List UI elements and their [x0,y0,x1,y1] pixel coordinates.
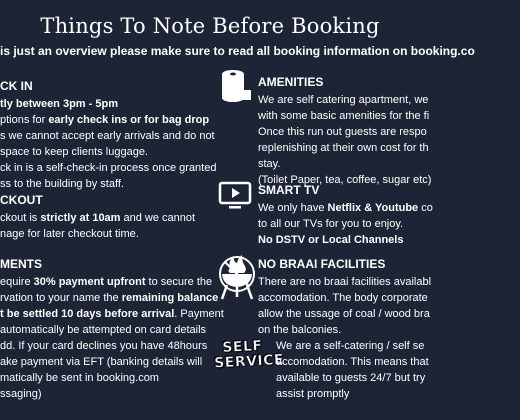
braai-line-3: allow the ussage of coal / wood bra [258,308,430,320]
braai-heading: NO BRAAI FACILITIES [258,257,386,271]
toilet-paper-icon [218,70,252,107]
checkin-heading: CK IN [0,79,33,93]
payments-line-6: ake payment via EFT (banking details will [0,356,203,368]
checkin-line-1: tly between 3pm - 5pm [0,98,118,110]
smarttv-heading: SMART TV [258,183,320,197]
smarttv-line-3: No DSTV or Local Channels [258,234,404,246]
selfservice-line-2: accomodation. This means that [276,356,429,368]
checkin-section [0,78,218,192]
amenities-line-1: We are self catering apartment, we [258,94,429,106]
amenities-line-6: (Toilet Paper, tea, coffee, sugar etc) [258,174,432,186]
payments-heading: MENTS [0,257,42,271]
checkin-line-6: ss to the building by staff. [0,178,124,190]
smarttv-line-2: to all our TVs for you to enjoy. [258,218,404,230]
selfservice-line-4: assist promptly [276,388,350,400]
amenities-section [258,74,458,188]
smarttv-line-1: We only have Netflix & Youtube co [258,202,433,214]
tv-play-icon [218,180,252,217]
checkin-line-2: ptions for early check ins or for bag drop [0,114,210,126]
braai-line-4: on the balconies. [258,324,342,336]
checkin-line-5: ck in is a self-check-in process once granted [0,162,217,174]
amenities-line-4: replenishing at their own cost for th [258,142,429,154]
selfservice-line-1: We are a self-catering / self se [276,340,425,352]
selfservice-section [276,338,476,402]
braai-section [258,256,458,338]
page-subtitle: is just an overview please make sure to read all booking information on booking.co [0,44,475,58]
payments-line-7: matically be sent in booking.com [0,372,159,384]
payments-line-8: ssaging) [0,388,42,400]
payments-line-4: automatically be attempted on card details [0,324,207,336]
payments-section [0,256,224,402]
checkin-line-3: s we cannot accept early arrivals and do not [0,130,215,142]
smarttv-section [258,182,458,248]
self-service-logo: SELF SERVICE [213,337,285,372]
amenities-heading: AMENITIES [258,75,324,89]
checkout-line-1: ckout is strictly at 10am and we cannot [0,212,196,224]
selfservice-line-3: available to guests 24/7 but try [276,372,426,384]
page-title: Things To Note Before Booking [40,14,380,38]
no-braai-icon [218,254,256,305]
payments-line-2: rvation to your name the remaining balance [0,292,219,304]
payments-line-5: dd. If your card declines you have 48hours [0,340,208,352]
payments-line-3: t be settled 10 days before arrival. Payment [0,308,224,320]
amenities-line-3: Once this run out guests are respo [258,126,427,138]
payments-line-1: equire 30% payment upfront to secure the [0,276,213,288]
checkin-line-4: space to keep clients luggage. [0,146,148,158]
amenities-line-5: stay. [258,158,281,170]
checkout-section [0,192,218,242]
braai-line-1: There are no braai facilities availabl [258,276,432,288]
checkout-line-2: nage for later checkout time. [0,228,139,240]
checkout-heading: CKOUT [0,193,43,207]
braai-line-2: accomodation. The body corporate [258,292,428,304]
amenities-line-2: with some basic amenities for the fi [258,110,430,122]
